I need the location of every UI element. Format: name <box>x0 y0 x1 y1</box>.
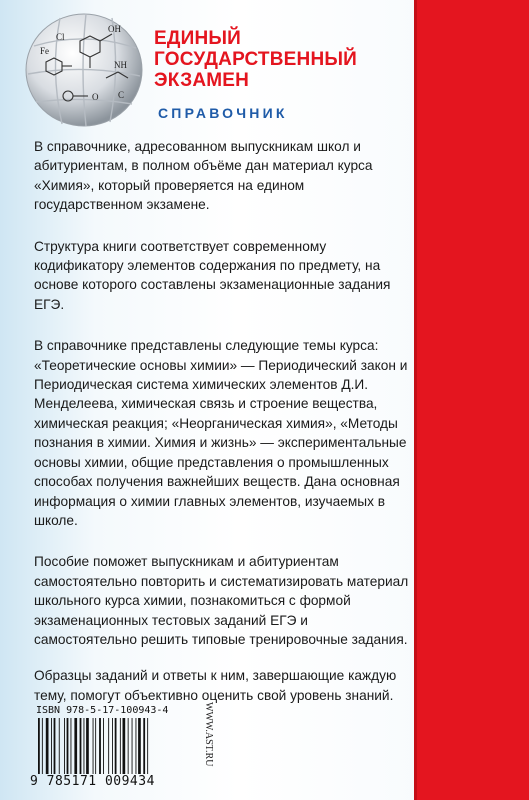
svg-text:C: C <box>118 90 125 100</box>
svg-text:Cl: Cl <box>56 32 65 42</box>
paragraph: В справочнике представлены следующие темы курса: «Теоретические основы химии» — Периодический закон и Периодическая система химических элементов Д.И. Менделеева, химическая связь и строение вещества, химическая реакция; «Неорганическая химия», «Методы познания в химии. Химия и жизнь» — экспериментальные основы химии, общие представления о промышленных способах получения важнейших веществ. Дана основная информация о химии главных элементов, изучаемых в школе. <box>34 338 408 528</box>
paragraph: В справочнике, адресованном выпускникам школ и абитуриентам, в полном объёме дан материал курса «Химия», который проверяется на едином государственном экзамене. <box>34 139 373 213</box>
chemistry-puzzle-globe-icon <box>20 6 150 130</box>
title-line: ЕДИНЫЙ <box>154 28 242 49</box>
book-title <box>154 28 414 91</box>
barcode-icon <box>36 718 192 774</box>
svg-text:NH: NH <box>114 60 127 70</box>
svg-text:OH: OH <box>108 24 121 34</box>
title-line: ГОСУДАРСТВЕННЫЙ <box>154 49 358 70</box>
description-text <box>34 137 414 727</box>
svg-text:Fe: Fe <box>40 46 49 56</box>
title-line: ЭКЗАМЕН <box>154 70 250 91</box>
isbn-label: ISBN 978-5-17-100943-4 <box>36 705 169 716</box>
barcode-digits: 9 785171 009434 <box>30 774 155 789</box>
red-side-band <box>414 0 529 800</box>
paragraph: Структура книги соответствует современному кодификатору элементов содержания по предмету, на основе которого составлены экзаменационные задания ЕГЭ. <box>34 238 391 312</box>
svg-text:O: O <box>92 92 99 102</box>
paragraph: Пособие поможет выпускникам и абитуриентам самостоятельно повторить и систематизировать материал школьного курса химии, познакомиться с формой экзаменационных тестовых заданий ЕГЭ и самостоятельно решить типовые тренировочные задания. <box>34 554 409 647</box>
paragraph: Образцы заданий и ответы к ним, завершающие каждую тему, помогут объективно оценить свой уровень знаний. <box>34 668 397 703</box>
publisher-website: WWW.AST.RU <box>203 702 214 767</box>
book-subtitle: СПРАВОЧНИК <box>158 105 288 121</box>
